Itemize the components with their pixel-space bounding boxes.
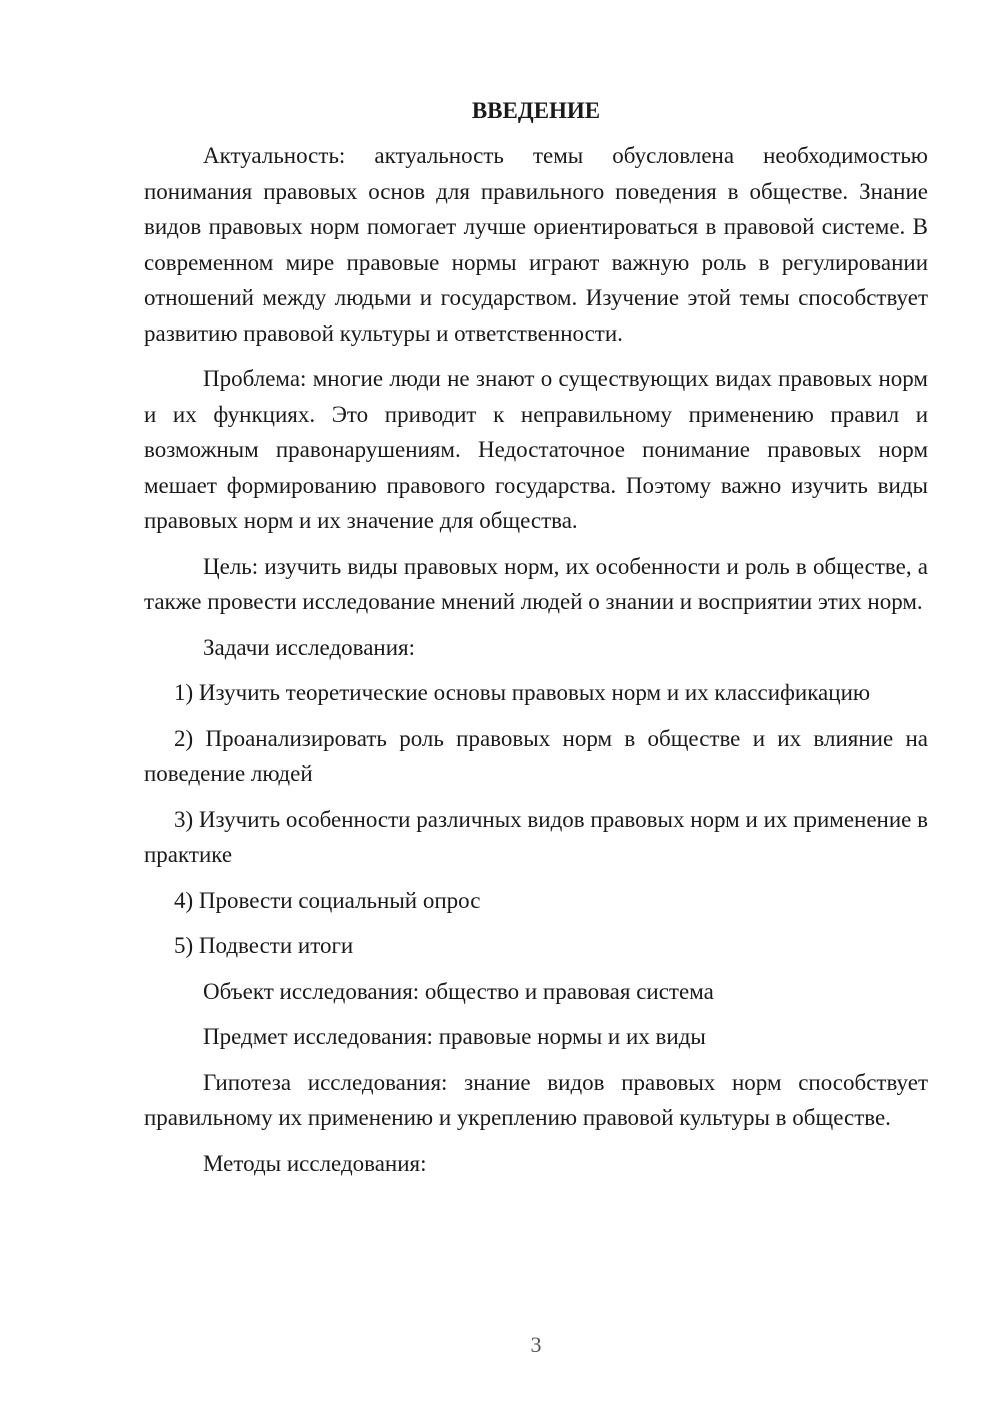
paragraph-goal: Цель: изучить виды правовых норм, их особенности и роль в обществе, а также провести исследование мнений людей о знании и восприятии этих норм. bbox=[144, 553, 928, 614]
methods-title: Методы исследования: bbox=[203, 1150, 427, 1176]
page-number: 3 bbox=[530, 1332, 542, 1357]
task-item-2: 2) Проанализировать роль правовых норм в обществе и их влияние на поведение людей bbox=[144, 725, 928, 786]
task-item-4: 4) Провести социальный опрос bbox=[174, 887, 481, 913]
task-item-3: 3) Изучить особенности различных видов правовых норм и их применение в практике bbox=[144, 806, 928, 867]
page-title: ВВЕДЕНИЕ bbox=[471, 98, 601, 123]
paragraph-relevance: Актуальность: актуальность темы обусловлена необходимостью понимания правовых основ для правильного поведения в обществе. Знание видов правовых норм помогает лучше ориентироваться в правовой системе. В современном мире правовые нормы играют важную роль в регулировании отношений между людьми и государством. Изучение этой темы способствует развитию правовой культуры и ответственности. bbox=[144, 143, 928, 346]
tasks-title: Задачи исследования: bbox=[203, 634, 416, 660]
paragraph-object: Объект исследования: общество и правовая система bbox=[203, 978, 714, 1004]
page-content bbox=[144, 94, 928, 1191]
task-item-1: 1) Изучить теоретические основы правовых норм и их классификацию bbox=[174, 680, 871, 705]
paragraph-subject: Предмет исследования: правовые нормы и их виды bbox=[203, 1024, 706, 1049]
paragraph-problem: Проблема: многие люди не знают о существующих видах правовых норм и их функциях. Это приводит к неправильному применению правил и возможным правонарушениям. Недостаточное понимание правовых норм мешает формированию правового государства. Поэтому важно изучить виды правовых норм и их значение для общества. bbox=[144, 366, 928, 533]
task-item-5: 5) Подвести итоги bbox=[174, 933, 354, 958]
paragraph-hypothesis: Гипотеза исследования: знание видов правовых норм способствует правильному их применению и укреплению правовой культуры в обществе. bbox=[144, 1069, 928, 1130]
